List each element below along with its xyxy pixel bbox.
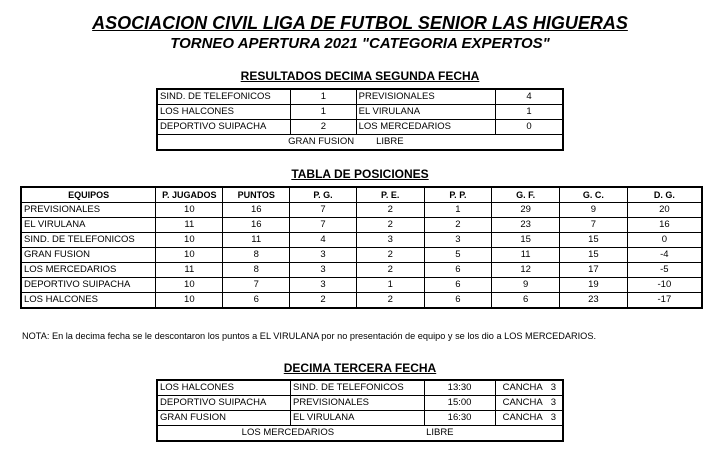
result-row [157,105,563,120]
column-header: P. G. [290,187,357,203]
standings-row [21,233,702,248]
field-number: 3 [550,382,556,393]
team-cell: LOS HALCONES [21,293,156,309]
drawn-cell: 3 [356,233,424,248]
fixture-row [157,396,563,411]
goals-for-cell: 6 [492,293,560,309]
played-cell: 11 [156,218,223,233]
played-cell: 10 [156,278,223,293]
points-cell: 16 [223,218,290,233]
won-cell: 4 [290,233,357,248]
home-team-cell: LOS HALCONES [157,105,291,120]
points-cell: 16 [223,203,290,218]
column-header: G. C. [560,187,628,203]
column-header: G. F. [492,187,560,203]
drawn-cell: 1 [356,278,424,293]
column-header: D. G. [627,187,702,203]
lost-cell: 2 [424,218,492,233]
bye-team-cell: GRAN FUSION [288,136,355,147]
home-team-cell: SIND. DE TELEFONICOS [157,89,291,105]
goal-diff-cell: -17 [627,293,702,309]
kickoff-time-cell: 16:30 [424,411,495,426]
home-goals-cell: 2 [291,120,356,135]
played-cell: 10 [156,203,223,218]
away-team-cell: PREVISIONALES [356,89,496,105]
drawn-cell: 2 [356,203,424,218]
field-cell [495,380,563,396]
standings-row [21,263,702,278]
goals-against-cell: 15 [560,248,628,263]
goal-diff-cell: -10 [627,278,702,293]
away-team-cell: LOS MERCEDARIOS [356,120,496,135]
standings-table [20,186,703,309]
team-cell: LOS MERCEDARIOS [21,263,156,278]
bye-label-cell: LIBRE [426,427,454,438]
won-cell: 2 [290,293,357,309]
points-cell: 6 [223,293,290,309]
away-team-cell: SIND. DE TELEFONICOS [290,380,424,396]
played-cell: 11 [156,263,223,278]
away-goals-cell: 0 [496,120,563,135]
standings-row [21,203,702,218]
team-cell: PREVISIONALES [21,203,156,218]
lost-cell: 3 [424,233,492,248]
goals-for-cell: 9 [492,278,560,293]
drawn-cell: 2 [356,248,424,263]
lost-cell: 1 [424,203,492,218]
lost-cell: 6 [424,263,492,278]
home-team-cell: LOS HALCONES [157,380,290,396]
played-cell: 10 [156,293,223,309]
won-cell: 3 [290,248,357,263]
results-table [156,88,564,151]
standings-row [21,293,702,309]
home-team-cell: DEPORTIVO SUIPACHA [157,120,291,135]
fixtures-heading: DECIMA TERCERA FECHA [283,361,437,375]
column-header: PUNTOS [223,187,290,203]
goals-against-cell: 15 [560,233,628,248]
goals-for-cell: 11 [492,248,560,263]
results-heading: RESULTADOS DECIMA SEGUNDA FECHA [240,69,480,83]
lost-cell: 6 [424,293,492,309]
points-cell: 11 [223,233,290,248]
goal-diff-cell: -5 [627,263,702,278]
field-number: 3 [550,397,556,408]
home-goals-cell: 1 [291,105,356,120]
away-team-cell: EL VIRULANA [290,411,424,426]
kickoff-time-cell: 15:00 [424,396,495,411]
kickoff-time-cell: 13:30 [424,380,495,396]
goals-against-cell: 9 [560,203,628,218]
standings-row [21,218,702,233]
drawn-cell: 2 [356,263,424,278]
fixture-bye-row [157,426,563,442]
fixture-row [157,380,563,396]
drawn-cell: 2 [356,218,424,233]
field-number: 3 [550,412,556,423]
goals-for-cell: 12 [492,263,560,278]
league-title: ASOCIACION CIVIL LIGA DE FUTBOL SENIOR LAS HIGUERAS [92,13,628,33]
tournament-subtitle: TORNEO APERTURA 2021 "CATEGORIA EXPERTOS" [170,35,550,52]
points-cell: 8 [223,263,290,278]
result-row [157,89,563,105]
result-bye-row [157,135,563,151]
goals-for-cell: 29 [492,203,560,218]
note-text: NOTA: En la decima fecha se le descontaron los puntos a EL VIRULANA por no presentación de equipo y se los dio a LOS MERCEDARIOS. [22,331,597,341]
bye-team-cell: LOS MERCEDARIOS [241,427,335,438]
field-label: CANCHA [502,397,543,408]
standings-row [21,248,702,263]
result-row [157,120,563,135]
home-team-cell: DEPORTIVO SUIPACHA [157,396,290,411]
field-label: CANCHA [502,412,543,423]
standings-heading: TABLA DE POSICIONES [291,167,429,181]
column-header: P. P. [424,187,492,203]
field-cell [495,396,563,411]
away-goals-cell: 4 [496,89,563,105]
team-cell: DEPORTIVO SUIPACHA [21,278,156,293]
goals-against-cell: 23 [560,293,628,309]
played-cell: 10 [156,233,223,248]
goals-against-cell: 19 [560,278,628,293]
points-cell: 7 [223,278,290,293]
team-cell: EL VIRULANA [21,218,156,233]
away-team-cell: EL VIRULANA [356,105,496,120]
goal-diff-cell: -4 [627,248,702,263]
points-cell: 8 [223,248,290,263]
team-cell: GRAN FUSION [21,248,156,263]
column-header: P. E. [356,187,424,203]
field-label: CANCHA [502,382,543,393]
lost-cell: 6 [424,278,492,293]
column-header: P. JUGADOS [156,187,223,203]
drawn-cell: 2 [356,293,424,309]
won-cell: 7 [290,203,357,218]
lost-cell: 5 [424,248,492,263]
field-cell [495,411,563,426]
goals-for-cell: 23 [492,218,560,233]
home-goals-cell: 1 [291,89,356,105]
standings-row [21,278,702,293]
goal-diff-cell: 0 [627,233,702,248]
goal-diff-cell: 20 [627,203,702,218]
team-cell: SIND. DE TELEFONICOS [21,233,156,248]
won-cell: 3 [290,263,357,278]
goals-against-cell: 7 [560,218,628,233]
away-team-cell: PREVISIONALES [290,396,424,411]
home-team-cell: GRAN FUSION [157,411,290,426]
won-cell: 7 [290,218,357,233]
goals-against-cell: 17 [560,263,628,278]
fixtures-table [156,379,564,442]
standings-header-row [21,187,702,203]
goals-for-cell: 15 [492,233,560,248]
column-header: EQUIPOS [21,187,156,203]
fixture-row [157,411,563,426]
goal-diff-cell: 16 [627,218,702,233]
won-cell: 3 [290,278,357,293]
bye-label-cell: LIBRE [376,136,404,147]
played-cell: 10 [156,248,223,263]
away-goals-cell: 1 [496,105,563,120]
